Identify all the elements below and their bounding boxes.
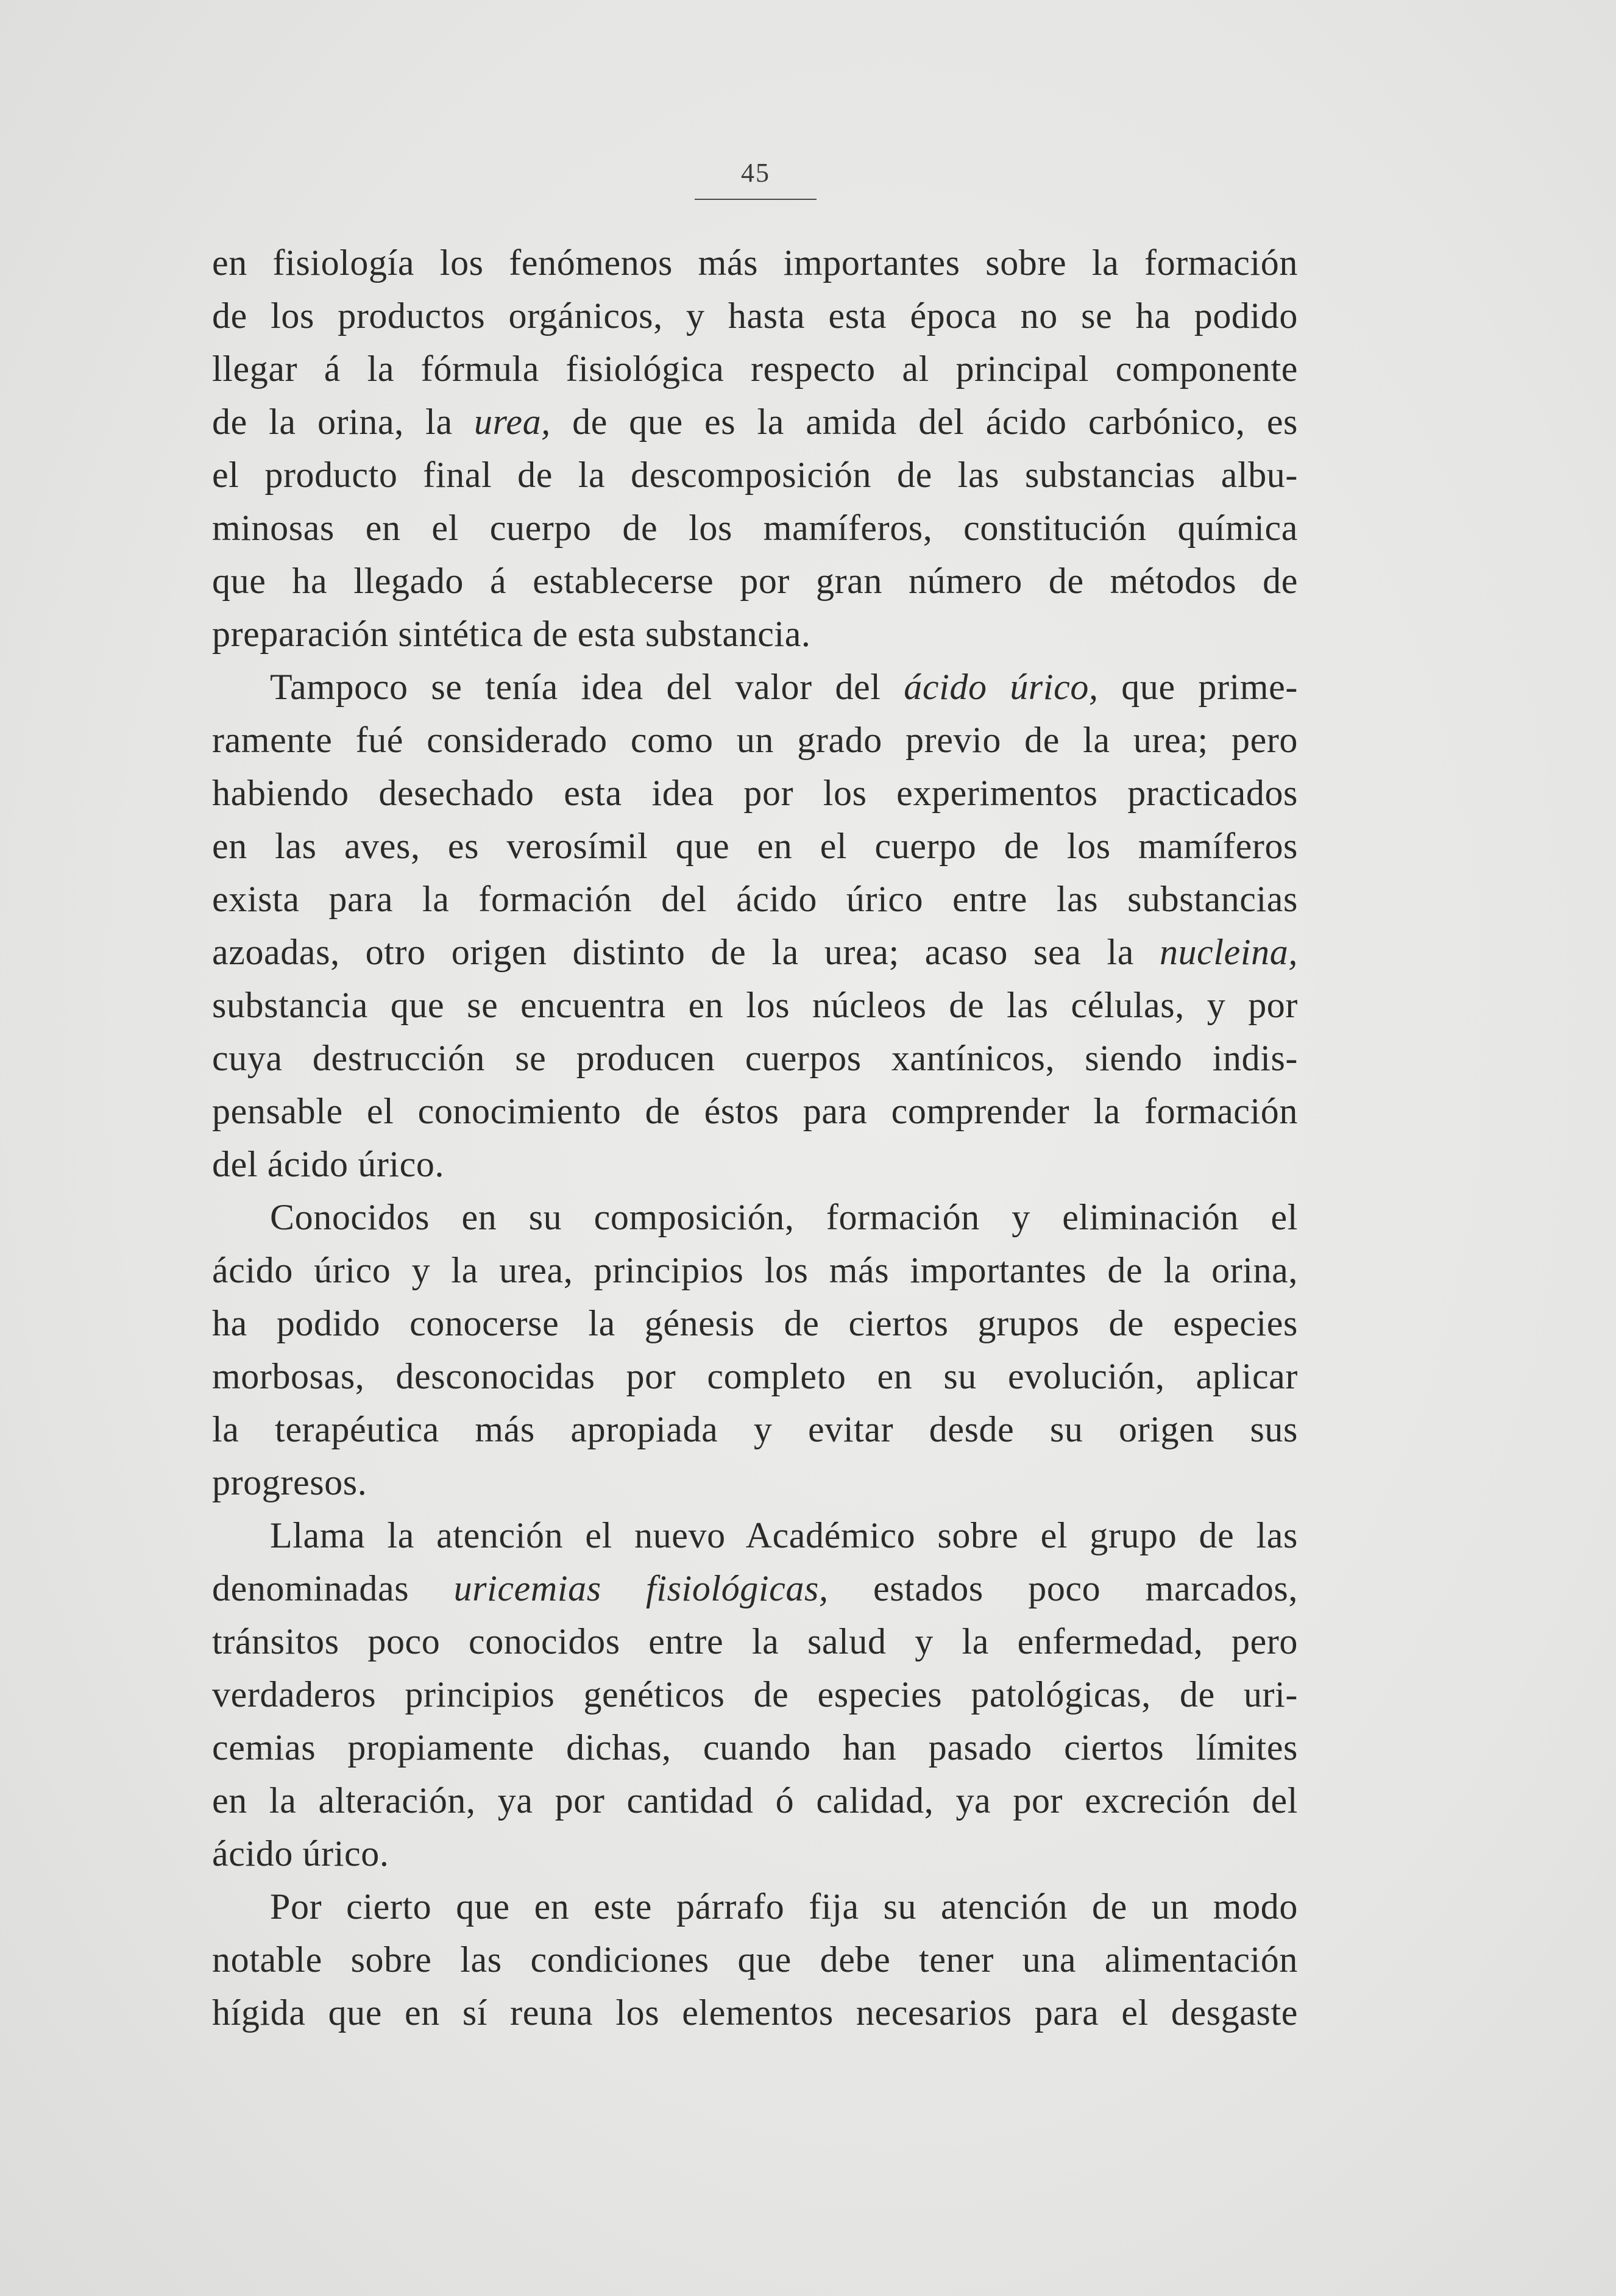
text-line (212, 608, 1298, 661)
text-run: ácido úrico y la urea, principios los más importantes de la orina, (212, 1250, 1298, 1290)
text-line (212, 1085, 1298, 1138)
text-run: ácido úrico. (212, 1833, 389, 1874)
text-run: de la orina, la (212, 402, 475, 442)
text-line (212, 1986, 1298, 2039)
text-run: exista para la formación del ácido úrico entre las substancias (212, 879, 1298, 919)
text-run: Conocidos en su composición, formación y eliminación el (270, 1197, 1298, 1237)
text-line (212, 1721, 1298, 1774)
text-run: que ha llegado á establecerse por gran número de métodos de (212, 561, 1298, 601)
text-run: habiendo desechado esta idea por los experimentos practicados (212, 773, 1298, 813)
text-run: cuya destrucción se producen cuerpos xantínicos, siendo indis- (212, 1038, 1298, 1078)
text-line (212, 1350, 1298, 1403)
text-run: en fisiología los fenómenos más importantes sobre la formación (212, 243, 1298, 283)
text-run: ramente fué considerado como un grado previo de la urea; pero (212, 720, 1298, 760)
text-line (212, 979, 1298, 1032)
text-line (212, 714, 1298, 767)
text-run: denominadas (212, 1568, 454, 1608)
text-run: preparación sintética de esta substancia. (212, 614, 811, 654)
text-run: morbosas, desconocidas por completo en su evolución, aplicar (212, 1356, 1298, 1396)
text-line (212, 1032, 1298, 1085)
text-line (212, 449, 1298, 502)
text-run: Por cierto que en este párrafo fija su atención de un modo (270, 1886, 1298, 1927)
text-line (212, 290, 1298, 343)
text-line (212, 1668, 1298, 1721)
text-line (212, 396, 1298, 449)
text-line (212, 502, 1298, 555)
text-line (212, 1138, 1298, 1191)
text-run: hígida que en sí reuna los elementos necesarios para el desgaste (212, 1992, 1298, 2033)
text-line (212, 873, 1298, 926)
italic-term: uricemias fisiológicas, (453, 1568, 829, 1608)
text-run: pensable el conocimiento de éstos para comprender la formación (212, 1091, 1298, 1131)
text-line (212, 1456, 1298, 1509)
text-run: Tampoco se tenía idea del valor del (270, 667, 904, 707)
text-run: notable sobre las condiciones que debe tener una alimentación (212, 1939, 1298, 1980)
body-text (212, 236, 1298, 2039)
text-run: del ácido úrico. (212, 1144, 445, 1184)
text-run: Llama la atención el nuevo Académico sobre el grupo de las (270, 1515, 1298, 1555)
text-line (212, 1880, 1298, 1933)
text-line (212, 236, 1298, 290)
text-run: llegar á la fórmula fisiológica respecto al principal componente (212, 349, 1298, 389)
text-run: estados poco marcados, (828, 1568, 1298, 1608)
text-line (212, 343, 1298, 396)
text-line (212, 1403, 1298, 1456)
text-run: de que es la amida del ácido carbónico, es (550, 402, 1298, 442)
page-number: 45 (741, 158, 770, 188)
italic-term: nucleina, (1159, 932, 1298, 972)
text-run: que prime- (1098, 667, 1298, 707)
text-line (212, 926, 1298, 979)
italic-term: ácido úrico, (904, 667, 1099, 707)
text-run: el producto final de la descomposición de las substancias albu- (212, 455, 1298, 495)
text-line (212, 1244, 1298, 1297)
text-run: progresos. (212, 1462, 367, 1502)
text-line (212, 555, 1298, 608)
text-line (212, 767, 1298, 820)
text-run: ha podido conocerse la génesis de ciertos grupos de especies (212, 1303, 1298, 1343)
text-line (212, 820, 1298, 873)
text-line (212, 1827, 1298, 1880)
text-line (212, 1562, 1298, 1615)
text-line (212, 1615, 1298, 1668)
text-run: de los productos orgánicos, y hasta esta época no se ha podido (212, 296, 1298, 336)
text-run: substancia que se encuentra en los núcleos de las células, y por (212, 985, 1298, 1025)
text-run: en la alteración, ya por cantidad ó calidad, ya por excreción del (212, 1780, 1298, 1821)
text-run: la terapéutica más apropiada y evitar desde su origen sus (212, 1409, 1298, 1449)
text-run: en las aves, es verosímil que en el cuerpo de los mamíferos (212, 826, 1298, 866)
text-line (212, 1774, 1298, 1827)
text-line (212, 1297, 1298, 1350)
text-run: tránsitos poco conocidos entre la salud y la enfermedad, pero (212, 1621, 1298, 1662)
text-line (212, 1191, 1298, 1244)
italic-term: urea, (474, 402, 551, 442)
text-line (212, 661, 1298, 714)
text-run: cemias propiamente dichas, cuando han pasado ciertos límites (212, 1727, 1298, 1768)
text-line (212, 1933, 1298, 1986)
text-run: azoadas, otro origen distinto de la urea; acaso sea la (212, 932, 1160, 972)
text-line (212, 1509, 1298, 1562)
page-number-rule (695, 199, 817, 200)
text-run: minosas en el cuerpo de los mamíferos, constitución química (212, 508, 1298, 548)
text-run: verdaderos principios genéticos de especies patológicas, de uri- (212, 1674, 1298, 1715)
